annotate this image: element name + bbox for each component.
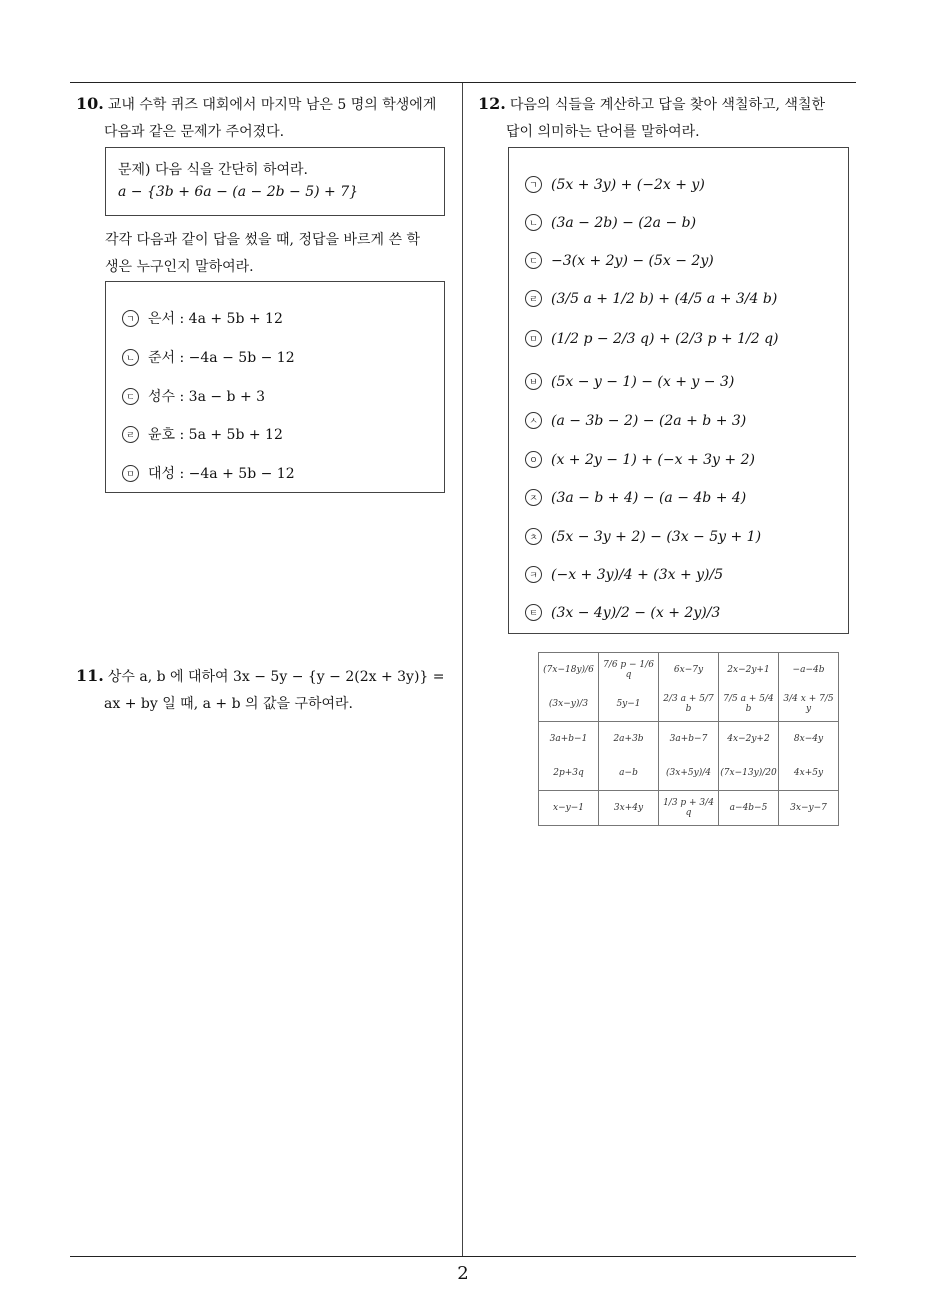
- problem-text: 각각 다음과 같이 답을 썼을 때, 정답을 바르게 쓴 학: [105, 232, 420, 248]
- circled-mark: ㅊ: [525, 528, 542, 545]
- grid-cell[interactable]: 2p+3q: [539, 756, 599, 791]
- problem-12: [478, 90, 858, 146]
- expression-item: [525, 528, 761, 545]
- problem-number: 12.: [478, 94, 506, 113]
- expression-text: (x + 2y − 1) + (−x + 3y + 2): [551, 451, 755, 468]
- circled-mark: ㄷ: [525, 252, 542, 269]
- grid-cell[interactable]: 3x−y−7: [779, 791, 839, 826]
- grid-cell[interactable]: 3x+4y: [599, 791, 659, 826]
- choice-item: [122, 347, 295, 367]
- circled-mark: ㄴ: [122, 349, 139, 366]
- grid-cell[interactable]: 2x−2y+1: [719, 653, 779, 688]
- problem-text: 상수 a, b 에 대하여 3x − 5y − {y − 2(2x + 3y)} =: [107, 669, 445, 685]
- problem-10-instruction: [105, 227, 455, 281]
- grid-cell[interactable]: 7/6 p − 1/6 q: [599, 653, 659, 688]
- grid-cell[interactable]: 3/4 x + 7/5 y: [779, 687, 839, 722]
- problem-text: 교내 수학 퀴즈 대회에서 마지막 남은 5 명의 학생에게: [107, 97, 437, 113]
- choice-item: [122, 424, 283, 444]
- expression-item: [525, 604, 720, 621]
- grid-cell[interactable]: (3x+5y)/4: [659, 756, 719, 791]
- grid-cell[interactable]: (7x−18y)/6: [539, 653, 599, 688]
- expression-text: (3x − 4y)/2 − (x + 2y)/3: [551, 604, 721, 621]
- grid-cell[interactable]: 5y−1: [599, 687, 659, 722]
- problem-text: 생은 누구인지 말하여라.: [105, 259, 254, 275]
- column-divider: [462, 83, 463, 1257]
- grid-cell[interactable]: a−4b−5: [719, 791, 779, 826]
- grid-cell[interactable]: x−y−1: [539, 791, 599, 826]
- problem-text: 답이 의미하는 단어를 말하여라.: [506, 124, 700, 140]
- problem-number: 10.: [76, 94, 104, 113]
- expression-item: [525, 373, 734, 390]
- circled-mark: ㄹ: [122, 426, 139, 443]
- problem-text: 다음의 식들을 계산하고 답을 찾아 색칠하고, 색칠한: [509, 97, 825, 113]
- expression-item: [525, 412, 746, 429]
- circled-mark: ㅋ: [525, 566, 542, 583]
- problem-text: ax + by 일 때, a + b 의 값을 구하여라.: [104, 696, 354, 712]
- grid-cell[interactable]: 1/3 p + 3/4 q: [659, 791, 719, 826]
- circled-mark: ㄱ: [122, 310, 139, 327]
- expression-item: [525, 214, 696, 231]
- grid-cell[interactable]: 7/5 a + 5/4 b: [719, 687, 779, 722]
- choice-item: [122, 463, 295, 483]
- choice-text: 준서 : −4a − 5b − 12: [148, 350, 295, 366]
- grid-cell[interactable]: 8x−4y: [779, 722, 839, 757]
- circled-mark: ㅇ: [525, 451, 542, 468]
- circled-mark: ㅈ: [525, 489, 542, 506]
- grid-cell[interactable]: 6x−7y: [659, 653, 719, 688]
- expression-text: −3(x + 2y) − (5x − 2y): [551, 252, 714, 269]
- problem-11: [76, 662, 456, 718]
- choice-text: 성수 : 3a − b + 3: [148, 389, 266, 405]
- expression-text: (5x − y − 1) − (x + y − 3): [551, 373, 735, 390]
- circled-mark: ㅌ: [525, 604, 542, 621]
- grid-cell[interactable]: 4x−2y+2: [719, 722, 779, 757]
- expression-item: [525, 290, 777, 307]
- expression-text: (5x − 3y + 2) − (3x − 5y + 1): [551, 528, 762, 545]
- grid-cell[interactable]: 2/3 a + 5/7 b: [659, 687, 719, 722]
- expression-text: (3a − 2b) − (2a − b): [551, 214, 697, 231]
- expression-item: [525, 330, 779, 347]
- circled-mark: ㄱ: [525, 176, 542, 193]
- grid-cell[interactable]: 4x+5y: [779, 756, 839, 791]
- page-number: 2: [457, 1263, 469, 1284]
- grid-row: [539, 687, 839, 722]
- grid-cell[interactable]: (7x−13y)/20: [719, 756, 779, 791]
- circled-mark: ㅂ: [525, 373, 542, 390]
- grid-row: [539, 653, 839, 688]
- problem-number: 11.: [76, 666, 104, 685]
- expression-text: (1/2 p − 2/3 q) + (2/3 p + 1/2 q): [551, 330, 779, 347]
- circled-mark: ㄴ: [525, 214, 542, 231]
- box-expression: a − {3b + 6a − (a − 2b − 5) + 7}: [118, 184, 359, 200]
- grid-cell[interactable]: 2a+3b: [599, 722, 659, 757]
- grid-row: [539, 791, 839, 826]
- choice-text: 윤호 : 5a + 5b + 12: [148, 427, 283, 443]
- choice-text: 대성 : −4a + 5b − 12: [148, 466, 295, 482]
- choice-item: [122, 308, 283, 328]
- top-rule: [70, 82, 856, 83]
- expression-text: (a − 3b − 2) − (2a + b + 3): [551, 412, 747, 429]
- circled-mark: ㄹ: [525, 290, 542, 307]
- expression-item: [525, 451, 755, 468]
- grid-row: [539, 722, 839, 757]
- grid-cell[interactable]: 3a+b−1: [539, 722, 599, 757]
- problem-text: 다음과 같은 문제가 주어졌다.: [104, 124, 285, 140]
- problem-12-expressions-box: [508, 147, 849, 634]
- bottom-rule: [70, 1256, 856, 1257]
- problem-10: [76, 90, 456, 146]
- circled-mark: ㄷ: [122, 388, 139, 405]
- box-question-label: 문제) 다음 식을 간단히 하여라.: [118, 162, 309, 178]
- grid-cell[interactable]: a−b: [599, 756, 659, 791]
- circled-mark: ㅁ: [525, 330, 542, 347]
- answer-grid: [538, 652, 839, 826]
- problem-10-question-box: [105, 147, 445, 216]
- grid-cell[interactable]: (3x−y)/3: [539, 687, 599, 722]
- circled-mark: ㅅ: [525, 412, 542, 429]
- grid-cell[interactable]: −a−4b: [779, 653, 839, 688]
- expression-item: [525, 566, 723, 583]
- expression-text: (5x + 3y) + (−2x + y): [551, 176, 705, 193]
- expression-text: (3a − b + 4) − (a − 4b + 4): [551, 489, 747, 506]
- choice-item: [122, 386, 265, 406]
- problem-10-choices-box: [105, 281, 445, 493]
- expression-text: (3/5 a + 1/2 b) + (4/5 a + 3/4 b): [551, 290, 778, 307]
- grid-row: [539, 756, 839, 791]
- circled-mark: ㅁ: [122, 465, 139, 482]
- expression-text: (−x + 3y)/4 + (3x + y)/5: [551, 566, 724, 583]
- expression-item: [525, 176, 705, 193]
- choice-text: 은서 : 4a + 5b + 12: [148, 311, 283, 327]
- grid-cell[interactable]: 3a+b−7: [659, 722, 719, 757]
- expression-item: [525, 489, 746, 506]
- expression-item: [525, 252, 714, 269]
